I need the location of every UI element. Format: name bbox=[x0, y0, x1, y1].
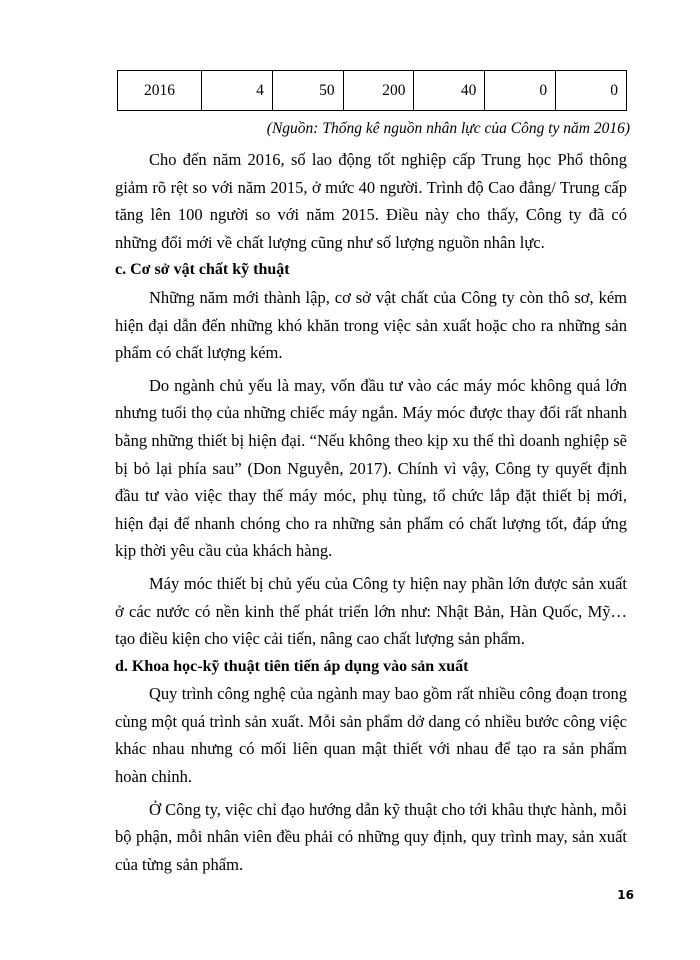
staff-statistics-table bbox=[117, 70, 627, 111]
paragraph: Cho đến năm 2016, số lao động tốt nghiệp cấp Trung học Phổ thông giảm rõ rệt so với năm 2015, ở mức 40 người. Trình độ Cao đẳng/ Trung cấp tăng lên 100 người so với năm 2015. Điều này cho thấy, Công ty đã có những đổi mới về chất lượng cũng như số lượng nguồn nhân lực. bbox=[115, 150, 627, 252]
table-cell: 0 bbox=[556, 71, 627, 111]
paragraph: Những năm mới thành lập, cơ sở vật chất của Công ty còn thô sơ, kém hiện đại dẫn đến những khó khăn trong việc sản xuất hoặc cho ra những sản phẩm có chất lượng kém. bbox=[115, 287, 627, 363]
page-number: 16 bbox=[617, 888, 634, 902]
section-heading-d: d. Khoa học-kỹ thuật tiên tiến áp dụng vào sản xuất bbox=[115, 657, 469, 675]
paragraph: Máy móc thiết bị chủ yếu của Công ty hiện nay phần lớn được sản xuất ở các nước có nền kinh thế phát triển lớn như: Nhật Bản, Hàn Quốc, Mỹ… tạo điều kiện cho việc cải tiến, nâng cao chất lượng sản phẩm. bbox=[115, 573, 627, 649]
paragraph: Quy trình công nghệ của ngành may bao gồm rất nhiều công đoạn trong cùng một quá trình sản xuất. Mỗi sản phẩm dở dang có nhiều bước công việc khác nhau nhưng có mối liên quan mật thiết với nhau để tạo ra sản phẩm hoàn chỉnh. bbox=[115, 684, 627, 787]
paragraph: Do ngành chủ yếu là may, vốn đầu tư vào các máy móc không quá lớn nhưng tuổi thọ của những chiếc máy ngắn. Máy móc được thay đổi rất nhanh bằng những thiết bị hiện đại. “Nếu không theo kịp xu thế thì doanh nghiệp sẽ bị bỏ lại phía sau” (Don Nguyễn, 2017). Chính vì vậy, Công ty quyết định đầu tư vào việc thay thế máy móc, phụ tùng, tổ chức lắp đặt thiết bị mới, hiện đại để nhanh chóng cho ra những sản phẩm có chất lượng tốt, đáp ứng kịp thời yêu cầu của khách hàng. bbox=[115, 375, 627, 561]
table-row bbox=[118, 71, 627, 111]
table-cell: 200 bbox=[343, 71, 414, 111]
data-table-container bbox=[117, 70, 627, 111]
table-cell: 40 bbox=[414, 71, 485, 111]
table-cell: 50 bbox=[272, 71, 343, 111]
table-cell: 4 bbox=[202, 71, 273, 111]
table-cell-year: 2016 bbox=[118, 71, 202, 111]
paragraph: Ở Công ty, việc chỉ đạo hướng dẫn kỹ thuật cho tới khâu thực hành, mỗi bộ phận, mỗi nhân viên đều phải có những quy định, quy trình may, sản xuất của từng sản phẩm. bbox=[115, 799, 627, 874]
table-source-note: (Nguồn: Thống kê nguồn nhân lực của Công ty năm 2016) bbox=[266, 120, 630, 137]
section-heading-c: c. Cơ sở vật chất kỹ thuật bbox=[115, 261, 290, 279]
document-body bbox=[115, 146, 627, 878]
table-cell: 0 bbox=[485, 71, 556, 111]
